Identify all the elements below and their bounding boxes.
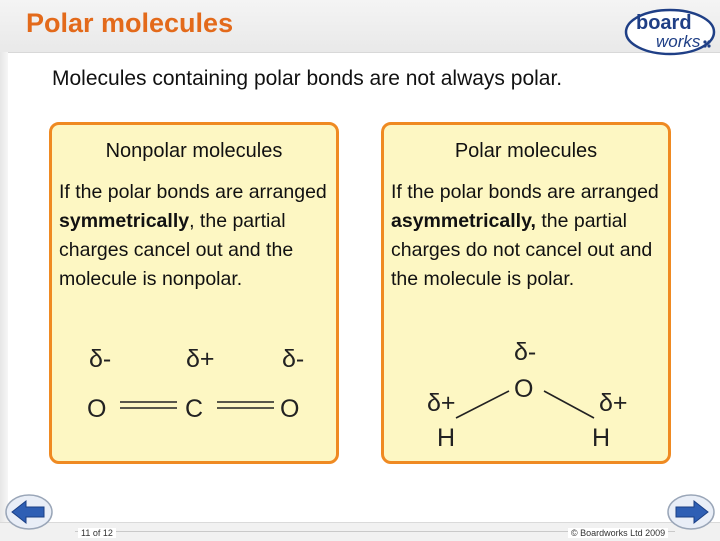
- copyright: © Boardworks Ltd 2009: [568, 528, 668, 538]
- nonpolar-panel: [49, 122, 339, 464]
- atom-o: O: [514, 375, 534, 403]
- nonpolar-emphasis: symmetrically: [59, 210, 190, 232]
- polar-description: If the polar bonds are arranged asymmetrically, the partial charges do not cancel out and the molecule is polar.: [391, 181, 659, 290]
- co2-diagram: [52, 125, 336, 461]
- water-diagram: [384, 125, 668, 461]
- slide-title: Polar molecules: [26, 8, 234, 38]
- nonpolar-description: If the polar bonds are arranged symmetrically, the partial charges cancel out and the molecule is nonpolar.: [59, 181, 327, 290]
- charge-o: δ-: [514, 338, 537, 366]
- polar-panel: [381, 122, 671, 464]
- logo-text-works: works: [656, 32, 701, 51]
- atom-o2: O: [280, 395, 300, 423]
- charge-o2: δ-: [282, 345, 305, 373]
- bond-o-h1: [456, 391, 509, 418]
- next-slide-button[interactable]: [666, 492, 716, 532]
- atom-h1: H: [437, 424, 456, 452]
- logo-text-board: board: [636, 12, 692, 34]
- charge-c: δ+: [186, 345, 215, 373]
- charge-o1: δ-: [89, 345, 112, 373]
- intro-text: Molecules containing polar bonds are not always polar.: [52, 67, 563, 90]
- title-bar: [0, 0, 720, 53]
- charge-h2: δ+: [599, 389, 628, 417]
- boardworks-logo: [622, 4, 718, 60]
- left-rail: [0, 52, 8, 522]
- polar-emphasis: asymmetrically,: [391, 210, 536, 232]
- nonpolar-heading: Nonpolar molecules: [105, 140, 283, 162]
- atom-h2: H: [592, 424, 611, 452]
- polar-heading: Polar molecules: [454, 140, 598, 162]
- charge-h1: δ+: [427, 389, 456, 417]
- atom-c: C: [185, 395, 204, 423]
- atom-o1: O: [87, 395, 107, 423]
- bond-o-h2: [544, 391, 594, 418]
- prev-slide-button[interactable]: [4, 492, 54, 532]
- page-number: 11 of 12: [78, 528, 116, 538]
